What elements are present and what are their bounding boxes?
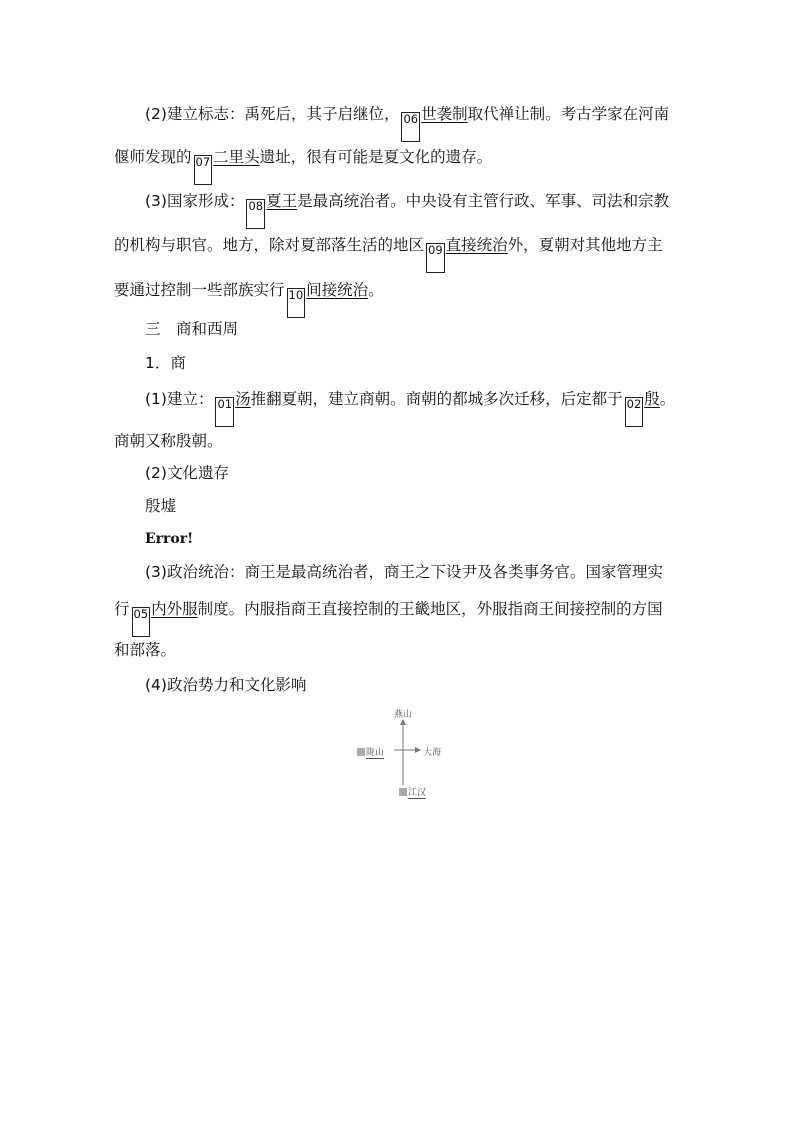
- text: 是最高统治者。中央设有主管行政、军事、司法和宗教: [297, 192, 670, 210]
- answer-text: 世袭制: [421, 105, 468, 123]
- subsection-heading: 1．商: [145, 354, 186, 372]
- answer-box-icon: [399, 788, 407, 796]
- text: 偃师发现的: [114, 148, 192, 166]
- text: 。: [368, 281, 384, 299]
- answer-text: 汤: [235, 390, 251, 408]
- text: 行: [114, 600, 130, 618]
- answer-text: 间接统治: [306, 281, 369, 299]
- text: (1)建立：: [145, 390, 214, 408]
- text: (2)建立标志：禹死后，其子启继位，: [145, 105, 400, 123]
- paragraph-sign-cont: [114, 146, 492, 176]
- error-text: Error!: [145, 531, 194, 547]
- answer-number-box: 01: [215, 397, 234, 427]
- answer-text: 直接统治: [445, 236, 508, 254]
- paragraph-shang-founding-cont: 商朝又称殷朝。: [114, 432, 223, 450]
- answer-text: 夏王: [266, 192, 298, 210]
- paragraph-shang-founding: [145, 388, 675, 418]
- answer-text: 内外服: [151, 600, 198, 618]
- answer-text: 殷: [644, 390, 660, 408]
- paragraph-culture: (2)文化遗存: [145, 464, 229, 482]
- answer-number-box: 06: [401, 112, 420, 142]
- answer-box-icon: [357, 748, 365, 756]
- answer-number-box: 02: [625, 397, 644, 427]
- paragraph-influence: (4)政治势力和文化影响: [145, 676, 307, 694]
- text: 外，夏朝对其他地方主: [507, 236, 663, 254]
- influence-diagram: [350, 705, 450, 801]
- label-south: 江汉: [399, 785, 426, 798]
- text: 推翻夏朝，建立商朝。商朝的都城多次迁移，后定都于: [250, 390, 623, 408]
- paragraph-politics-cont: [114, 598, 663, 628]
- label-east: 大海: [423, 748, 442, 758]
- section-heading: 三 商和西周: [145, 320, 239, 338]
- answer-number-box: 08: [246, 199, 265, 229]
- text: 取代禅让制。考古学家在河南: [467, 105, 670, 123]
- paragraph-state-cont: [114, 234, 663, 264]
- text: (3)国家形成：: [145, 192, 245, 210]
- label-north: 燕山: [394, 710, 413, 720]
- answer-number-box: 10: [287, 288, 306, 318]
- answer-number-box: 07: [194, 155, 213, 185]
- paragraph-state: [145, 190, 669, 220]
- text: 制度。内服指商王直接控制的王畿地区，外服指商王间接控制的方国: [197, 600, 663, 618]
- text: 。: [659, 390, 676, 408]
- label-west: 陇山: [357, 745, 384, 758]
- paragraph-state-cont2: [114, 279, 384, 309]
- text: 遗址，很有可能是夏文化的遗存。: [259, 148, 493, 166]
- paragraph-politics: (3)政治统治：商王是最高统治者，商王之下设尹及各类事务官。国家管理实: [145, 563, 663, 581]
- paragraph-yinxu: 殷墟: [145, 497, 177, 515]
- text: 要通过控制一些部族实行: [114, 281, 285, 299]
- arrow-right-icon: [415, 747, 421, 753]
- answer-number-box: 05: [132, 607, 151, 637]
- answer-number-box: 09: [426, 243, 445, 273]
- paragraph-sign: [145, 103, 669, 133]
- answer-text: 二里头: [213, 148, 260, 166]
- text: 的机构与职官。地方，除对夏部落生活的地区: [114, 236, 425, 254]
- paragraph-politics-cont2: 和部落。: [114, 641, 177, 659]
